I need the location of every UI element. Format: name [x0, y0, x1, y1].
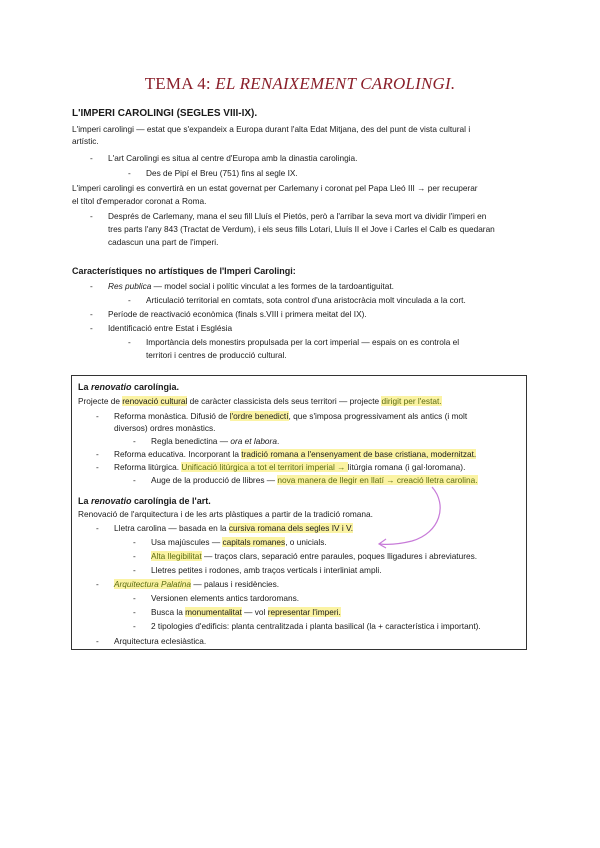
bullet-text: Versionen elements antics tardoromans.	[151, 593, 300, 603]
bullet-dash: -	[96, 449, 99, 459]
bullet-dash: -	[90, 153, 93, 163]
bullet-text: tres parts l'any 843 (Tractat de Verdum), i els seus fills Lotari, Lluís II el Jove i Carles el Calb es quedaran	[108, 224, 495, 234]
bullet-dash: -	[133, 475, 136, 485]
text-part: Reforma litúrgica.	[114, 462, 182, 472]
box-paragraph	[78, 396, 442, 407]
heading-italic: renovatio	[91, 382, 132, 392]
highlight: dirigit per l'estat.	[381, 396, 442, 406]
box-heading-art	[78, 496, 211, 507]
bullet-text	[114, 449, 476, 460]
highlight: Alta llegibilitat	[151, 551, 202, 561]
bullet-text	[114, 523, 353, 534]
bullet-text: territori i centres de producció cultural.	[146, 350, 287, 360]
page-title	[0, 74, 600, 94]
bullet-dash: -	[133, 537, 136, 547]
bullet-dash: -	[133, 621, 136, 631]
text-part: .	[276, 436, 280, 446]
text-part: Lletra carolina — basada en la	[114, 523, 229, 533]
section-heading-imperi: L'IMPERI CAROLINGI (SEGLES VIII-IX).	[72, 108, 258, 119]
text-part: litúrgia romana (i gal·loromana).	[347, 462, 466, 472]
curved-arrow-icon	[370, 485, 450, 555]
bullet-text: cadascun una part de l'imperi.	[108, 237, 219, 247]
highlight: tradició romana a l'ensenyament de base cristiana, modernitzat.	[241, 449, 477, 459]
bullet-dash: -	[96, 579, 99, 589]
bullet-dash: -	[128, 295, 131, 305]
text-part: Reforma monàstica. Difusió de	[114, 411, 230, 421]
bullet-text: 2 tipologies d'edificis: planta centralitzada i planta basilical (la + característica i important).	[151, 621, 481, 631]
heading-part: La	[78, 382, 92, 392]
text-part: Reforma educativa. Incorporant la	[114, 449, 242, 459]
bullet-text	[108, 281, 394, 292]
paragraph-line: artístic.	[72, 136, 99, 146]
title-prefix: TEMA 4:	[144, 74, 216, 93]
heading-part: carolíngia de l'art.	[131, 496, 211, 506]
bullet-dash: -	[133, 607, 136, 617]
text-part: de caràcter classicista dels seus territori — projecte	[187, 396, 382, 406]
bullet-text	[151, 537, 327, 548]
bullet-dash: -	[90, 211, 93, 221]
highlight: representar l'imperi.	[267, 607, 341, 617]
text-part: , que s'imposa progressivament als antics (i molt	[288, 411, 468, 421]
bullet-dash: -	[133, 593, 136, 603]
bullet-text: Articulació territorial en comtats, sota control d'una aristocràcia molt vinculada a la cort.	[146, 295, 466, 305]
bullet-dash: -	[96, 523, 99, 533]
bullet-text	[114, 411, 467, 422]
highlight: Arquitectura Palatina	[114, 579, 192, 589]
bullet-text	[151, 607, 341, 618]
bullet-text: Període de reactivació econòmica (finals s.VIII i primera meitat del IX).	[108, 309, 367, 319]
bullet-text: Arquitectura eclesiàstica.	[114, 636, 207, 646]
highlight: Unificació litúrgica a tot el territori imperial →	[181, 462, 348, 472]
bullet-text: Des de Pipí el Breu (751) fins al segle IX.	[146, 168, 298, 178]
bullet-dash: -	[90, 281, 93, 291]
bullet-dash: -	[90, 309, 93, 319]
bullet-text: Lletres petites i rodones, amb traços verticals i interliniat ampli.	[151, 565, 382, 575]
bullet-dash: -	[133, 565, 136, 575]
highlight: renovació cultural	[122, 396, 188, 406]
bullet-text: Identificació entre Estat i Església	[108, 323, 233, 333]
highlight: monumentalitat	[185, 607, 242, 617]
bullet-text: Després de Carlemany, mana el seu fill Lluís el Pietós, però a l'arribar la seva mort va dividir l'imperi en	[108, 211, 487, 221]
box-heading-renovatio	[78, 382, 179, 393]
paragraph-line: L'imperi carolingi es convertirà en un estat governat per Carlemany i coronat pel Papa Lleó III → per recuperar	[72, 183, 478, 193]
italic-term: Res publica	[108, 281, 152, 291]
bullet-dash: -	[90, 323, 93, 333]
bullet-rest: — model social i polític vinculat a les formes de la tardoantiguitat.	[151, 281, 394, 291]
paragraph-line: el títol d'emperador coronat a Roma.	[72, 196, 207, 206]
text-part: Busca la	[151, 607, 186, 617]
bullet-text	[151, 436, 279, 447]
bullet-text: diversos) ordres monàstics.	[114, 423, 216, 433]
title-main: EL RENAIXEMENT CAROLINGI.	[215, 74, 456, 93]
bullet-dash: -	[96, 462, 99, 472]
bullet-text: L'art Carolingi es situa al centre d'Europa amb la dinastia carolingia.	[108, 153, 358, 163]
bullet-dash: -	[133, 551, 136, 561]
text-part: , o unicials.	[285, 537, 327, 547]
highlight: l'ordre benedictí	[229, 411, 289, 421]
bullet-text: Importància dels monestirs propulsada per la cort imperial — espais on es controla el	[146, 337, 460, 347]
bullet-dash: -	[96, 636, 99, 646]
text-part: — vol	[241, 607, 268, 617]
highlight: cursiva romana dels segles IV i V.	[228, 523, 354, 533]
highlight: capitals romanes	[222, 537, 286, 547]
italic-term: ora et labora	[230, 436, 277, 446]
text-part: Projecte de	[78, 396, 123, 406]
text-part: Regla benedictina —	[151, 436, 231, 446]
text-part: — traços clars, separació entre paraules, poques lligadures i abreviatures.	[201, 551, 478, 561]
bullet-text	[114, 462, 465, 473]
heading-part: La	[78, 496, 92, 506]
bullet-dash: -	[96, 411, 99, 421]
bullet-dash: -	[128, 168, 131, 178]
paragraph-line: L'imperi carolingi — estat que s'expandeix a Europa durant l'alta Edat Mitjana, des del punt de vista cultural i	[72, 124, 471, 134]
heading-part: carolíngia.	[131, 382, 180, 392]
section-heading-caracteristiques: Característiques no artístiques de l'Imperi Carolingi:	[72, 266, 296, 276]
bullet-dash: -	[133, 436, 136, 446]
bullet-dash: -	[128, 337, 131, 347]
box-paragraph: Renovació de l'arquitectura i de les arts plàstiques a partir de la tradició romana.	[78, 509, 373, 519]
bullet-text	[114, 579, 279, 590]
text-part: Auge de la producció de llibres —	[151, 475, 278, 485]
highlight: nova manera de llegir en llatí → creació lletra carolina.	[277, 475, 478, 485]
heading-italic: renovatio	[91, 496, 132, 506]
text-part: Usa majúscules —	[151, 537, 223, 547]
text-part: — palaus i residències.	[191, 579, 280, 589]
